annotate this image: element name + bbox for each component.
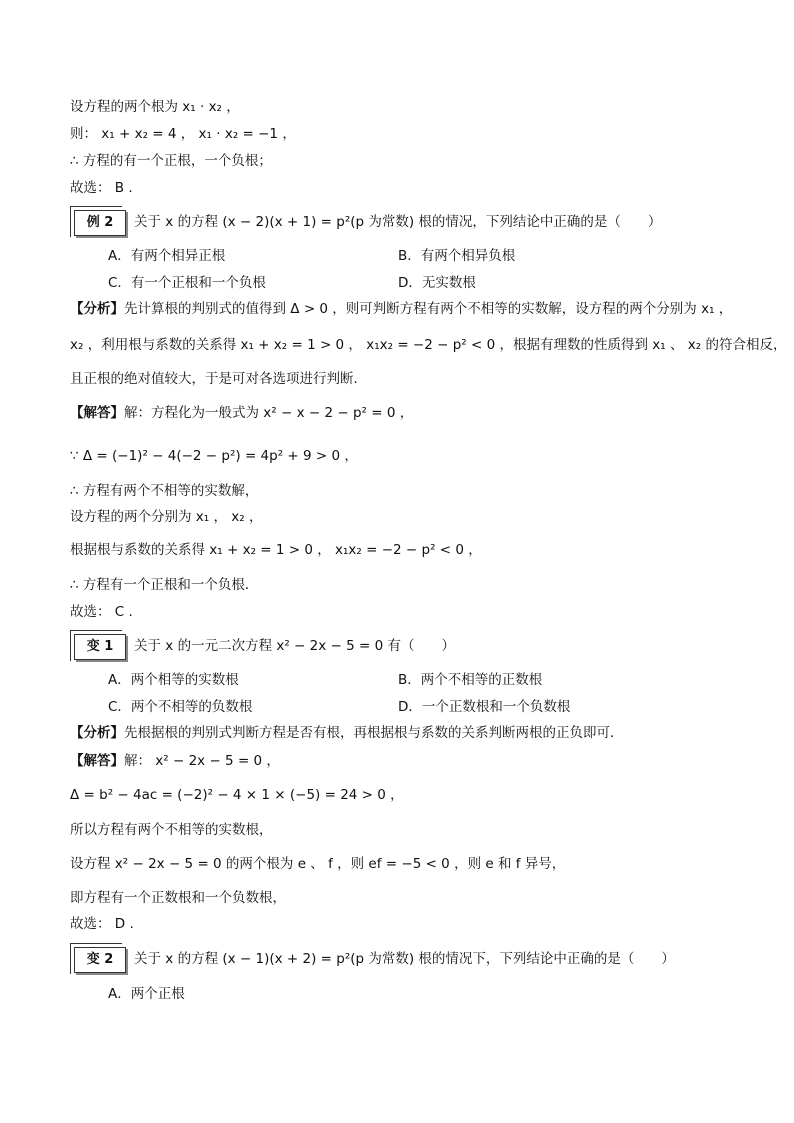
intro-line-2: 则： x₁ + x₂ = 4 ， x₁ · x₂ = −1 ，	[70, 126, 296, 142]
answer-text: 解：方程化为一般式为 x² − x − 2 − p² = 0 ，	[124, 405, 414, 421]
variant-1-answer-line-3: 所以方程有两个不相等的实数根，	[70, 822, 273, 838]
example-2-option-c: C．有一个正根和一个负根	[108, 275, 266, 291]
variant-1-answer-line-1	[70, 751, 280, 771]
example-2-answer-line-2: ∵ Δ = (−1)² − 4(−2 − p²) = 4p² + 9 > 0 ，	[70, 448, 358, 464]
example-2-analysis-line-2: x₂ ，利用根与系数的关系得 x₁ + x₂ = 1 > 0 ， x₁x₂ = −2 − p² < 0 ，根据有理数的性质得到 x₁ 、 x₂ 的符合相反，	[70, 337, 787, 353]
answer-label: 【解答】	[70, 405, 124, 421]
variant-1-answer-line-2: Δ = b² − 4ac = (−2)² − 4 × 1 × (−5) = 24 > 0 ，	[70, 787, 404, 803]
variant-1-answer-line-5: 即方程有一个正数根和一个负数根，	[70, 890, 286, 906]
example-2-answer-line-4: 设方程的两个分别为 x₁ ， x₂ ，	[70, 509, 263, 525]
example-2-question: 关于 x 的方程 (x − 2)(x + 1) = p²(p 为常数) 根的情况，下列结论中正确的是（ ）	[134, 214, 662, 230]
intro-line-3: ∴ 方程的有一个正根，一个负根；	[70, 153, 272, 169]
example-2-tag: 例 2	[74, 210, 126, 236]
intro-line-4: 故选： B .	[70, 180, 133, 196]
example-2-analysis-line-1	[70, 299, 732, 319]
analysis-text: 先计算根的判别式的值得到 Δ > 0 ，则可判断方程有两个不相等的实数解，设方程的两个分别为 x₁ ，	[124, 301, 733, 317]
variant-1-answer-line-6: 故选： D .	[70, 916, 134, 932]
example-2-option-d: D．无实数根	[398, 275, 476, 291]
example-2-answer-line-6: ∴ 方程有一个正根和一个负根．	[70, 577, 259, 593]
variant-1-question: 关于 x 的一元二次方程 x² − 2x − 5 = 0 有（ ）	[134, 638, 455, 654]
example-2-answer-line-5: 根据根与系数的关系得 x₁ + x₂ = 1 > 0 ， x₁x₂ = −2 − p² < 0 ，	[70, 542, 482, 558]
answer-text: 解： x² − 2x − 5 = 0 ，	[124, 753, 280, 769]
example-2-analysis-line-3: 且正根的绝对值较大，于是可对各选项进行判断．	[70, 371, 367, 387]
analysis-label: 【分析】	[70, 301, 124, 317]
variant-2-option-a: A．两个正根	[108, 986, 185, 1002]
example-2-answer-line-1	[70, 403, 413, 423]
analysis-text: 先根据根的判别式判断方程是否有根，再根据根与系数的关系判断两根的正负即可．	[124, 725, 624, 741]
variant-1-option-d: D．一个正数根和一个负数根	[398, 699, 571, 715]
answer-label: 【解答】	[70, 753, 124, 769]
example-2-option-a: A．有两个相异正根	[108, 248, 226, 264]
analysis-label: 【分析】	[70, 725, 124, 741]
intro-line-1: 设方程的两个根为 x₁ · x₂ ，	[70, 99, 240, 115]
variant-1-option-c: C．两个不相等的负数根	[108, 699, 253, 715]
variant-1-analysis-line-1	[70, 723, 624, 743]
variant-1-option-a: A．两个相等的实数根	[108, 672, 239, 688]
variant-2-question: 关于 x 的方程 (x − 1)(x + 2) = p²(p 为常数) 根的情况下，下列结论中正确的是（ ）	[134, 951, 675, 967]
example-2-answer-line-3: ∴ 方程有两个不相等的实数解，	[70, 483, 259, 499]
variant-2-tag: 变 2	[74, 947, 126, 973]
variant-1-option-b: B．两个不相等的正数根	[398, 672, 543, 688]
example-2-option-b: B．有两个相异负根	[398, 248, 516, 264]
example-2-answer-line-7: 故选： C .	[70, 604, 133, 620]
variant-1-answer-line-4: 设方程 x² − 2x − 5 = 0 的两个根为 e 、 f ，则 ef = −5 < 0 ，则 e 和 f 异号，	[70, 856, 566, 872]
variant-1-tag: 变 1	[74, 634, 126, 660]
